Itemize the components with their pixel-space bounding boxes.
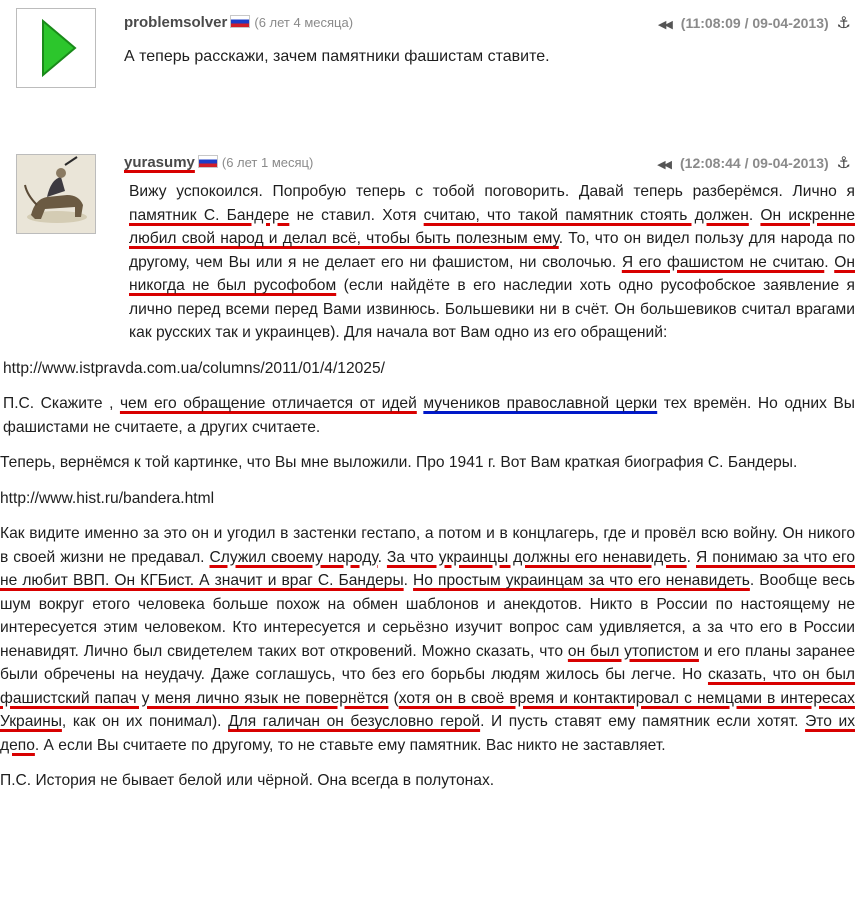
- user-tenure: (6 лет 4 месяца): [254, 15, 354, 30]
- highlight-underline-red: Он никогда не был русофобом: [129, 253, 855, 294]
- comment-meta: [658, 12, 851, 36]
- text-run: Как видите именно за это он и угодил в застенки гестапо, а потом и в концлагерь, где и провёл всю войну. Он никого в своей жизни не предавал.: [0, 525, 855, 566]
- text-run: П.С. История не бывает белой или чёрной. Она всегда в полутонах.: [0, 772, 495, 789]
- comment-paragraph: [0, 769, 855, 793]
- highlight-underline-red: Я его фашистом не считаю: [621, 253, 825, 271]
- timestamp: (11:08:09 / 09-04-2013): [680, 15, 829, 31]
- text-run: (если найдёте в его наследии хоть одно русофобское заявление я лично перед всеми перед Вами извинюсь. Большевики ни в счёт. Он большевиков считал врагами как русских так и украинцев). Для начала вот Вам одно из его обращений:: [129, 277, 855, 341]
- link[interactable]: [0, 487, 855, 511]
- comment-paragraph: [3, 392, 855, 439]
- text-run: http://www.istpravda.com.ua/columns/2011/01/4/12025/: [3, 359, 385, 377]
- comment-meta: [657, 152, 851, 176]
- text-run: Теперь, вернёмся к той картинке, что Вы мне выложили. Про 1941 г. Вот Вам краткая биография С. Бандеры.: [0, 454, 798, 471]
- highlight-underline-red: Я понимаю за что его не любит ВВП. Он КГБист. А значит и враг С. Бандеры: [0, 548, 855, 589]
- text-run: . Вообще весь шум вокруг етого человека больше похож на обмен шаблонов и анекдотов. Никто в России по настоящему не интересуется этим человеком. Кто интересуется и серьёзно изучит вопрос сам удивляется, а за что его в России ненавидят. Лично был свидетелем таких вот откровений. Можно сказать, что: [0, 572, 856, 660]
- russian-flag-icon: [230, 15, 250, 28]
- text-run: П.С. Скажите ,: [3, 395, 120, 412]
- username[interactable]: problemsolver: [124, 14, 228, 31]
- text-run: тех времён. Но одних Вы фашистами не считаете, а других считаете.: [3, 395, 855, 436]
- reply-arrows-icon[interactable]: ◀◀: [657, 159, 670, 171]
- highlight-underline-red: Служил своему народу: [209, 548, 378, 566]
- text-run: , как он их понимал).: [61, 713, 229, 730]
- link[interactable]: [3, 357, 855, 381]
- comment-paragraph: [0, 451, 855, 475]
- highlight-underline-blue: мучеников православной церки: [423, 395, 658, 412]
- highlight-underline-red: считаю, что такой памятник стоять должен: [423, 206, 749, 224]
- text-run: (: [388, 689, 399, 707]
- highlight-underline-red: За что украинцы должны его ненавидеть: [386, 548, 687, 566]
- comment-paragraph: [0, 522, 855, 757]
- text-run: .: [748, 206, 761, 224]
- avatar[interactable]: [16, 8, 96, 88]
- highlight-underline-red: Но простым украинцам за что его ненавидеть: [413, 572, 750, 589]
- anchor-icon[interactable]: ⚓: [836, 155, 851, 172]
- highlight-underline-red: памятник С. Бандере: [129, 206, 290, 224]
- comment-paragraph: [129, 180, 855, 345]
- text-run: не ставил. Хотя: [289, 206, 424, 224]
- text-run: .: [403, 572, 414, 589]
- text-run: .: [377, 548, 387, 566]
- text-run: . А если Вы считаете по другому, то не ставьте ему памятник. Вас никто не заставляет.: [34, 736, 666, 754]
- highlight-underline-red: хотя он в своё время и контактировал с немцами в интересах Украины: [0, 689, 855, 730]
- highlight-underline-red: чем его обращение отличается от идей: [119, 395, 417, 412]
- text-run: . То, что он видел пользу для народа по другому, чем Вы или я не делает его ни фашистом, ни сволочью.: [129, 230, 855, 271]
- text-run: Вижу успокоился. Попробую теперь с тобой поговорить. Давай теперь разберёмся. Лично я: [129, 183, 855, 200]
- text-run: .: [824, 253, 835, 271]
- comment-text: А теперь расскажи, зачем памятники фашистам ставите.: [124, 48, 550, 65]
- comment-header: [124, 152, 851, 174]
- reply-arrows-icon[interactable]: ◀◀: [657, 19, 671, 31]
- highlight-underline-red: сказать, что он был фашистский папач у меня лично язык не повернётся: [0, 666, 856, 707]
- text-run: .: [686, 548, 696, 566]
- play-arrow-icon: [17, 9, 95, 87]
- comment-header: [124, 12, 851, 34]
- highlight-underline-red: он был утопистом: [567, 642, 699, 660]
- highlight-underline-red: Он искренне любил свой народ и делал всё, чтобы быть полезным ему: [129, 206, 855, 247]
- text-run: . И пусть ставят ему памятник если хотят.: [480, 713, 806, 730]
- text-run: и его планы заранее были обречены на неудачу. Даже соглашусь, что без его борьбы людям жилось бы легче. Но: [0, 642, 855, 683]
- russian-flag-icon: [198, 155, 218, 168]
- highlight-underline-red: Для галичан он безусловно герой: [228, 713, 481, 730]
- comment-body: [0, 180, 855, 793]
- username[interactable]: yurasumy: [124, 154, 195, 171]
- highlight-underline-red: Это их депо: [0, 713, 855, 754]
- anchor-icon[interactable]: ⚓: [836, 15, 851, 32]
- user-tenure: (6 лет 1 месяц): [221, 155, 314, 170]
- text-run: http://www.hist.ru/bandera.html: [0, 489, 215, 507]
- timestamp: (12:08:44 / 09-04-2013): [680, 155, 829, 171]
